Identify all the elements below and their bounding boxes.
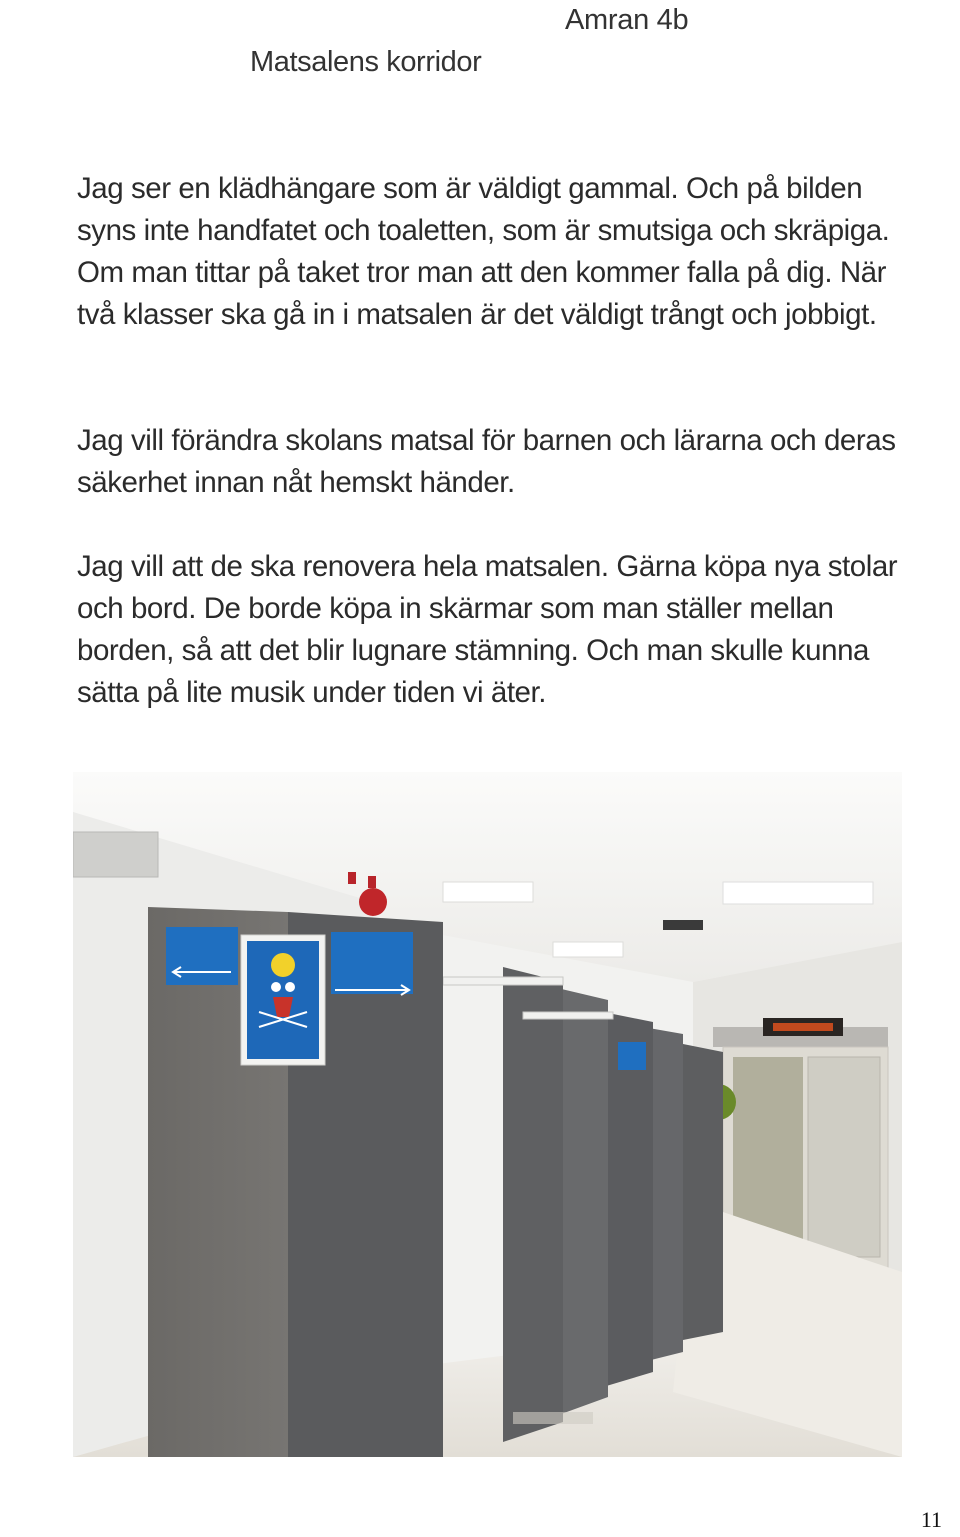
author-label: Amran 4b — [565, 4, 689, 36]
paragraph-renovation: Jag vill att de ska renovera hela matsalen. Gärna köpa nya stolar och bord. De borde köpa in skärmar som man ställer mellan borden, så att det blir lugnare stämning. Och man skulle kunna sätta på lite musik under tiden vi äter. — [77, 550, 898, 709]
paragraph-change: Jag vill förändra skolans matsal för barnen och lärarna och deras säkerhet innan nåt hemskt händer. — [77, 424, 896, 499]
corridor-photo — [73, 772, 902, 1457]
page-title: Matsalens korridor — [250, 46, 482, 78]
page-number: 11 — [920, 1507, 942, 1532]
paragraph-observation: Jag ser en klädhängare som är väldigt gammal. Och på bilden syns inte handfatet och toaletten, som är smutsiga och skräpiga. Om man tittar på taket tror man att den kommer falla på dig. När två klasser ska gå in i matsalen är det väldigt trångt och jobbigt. — [77, 172, 890, 331]
